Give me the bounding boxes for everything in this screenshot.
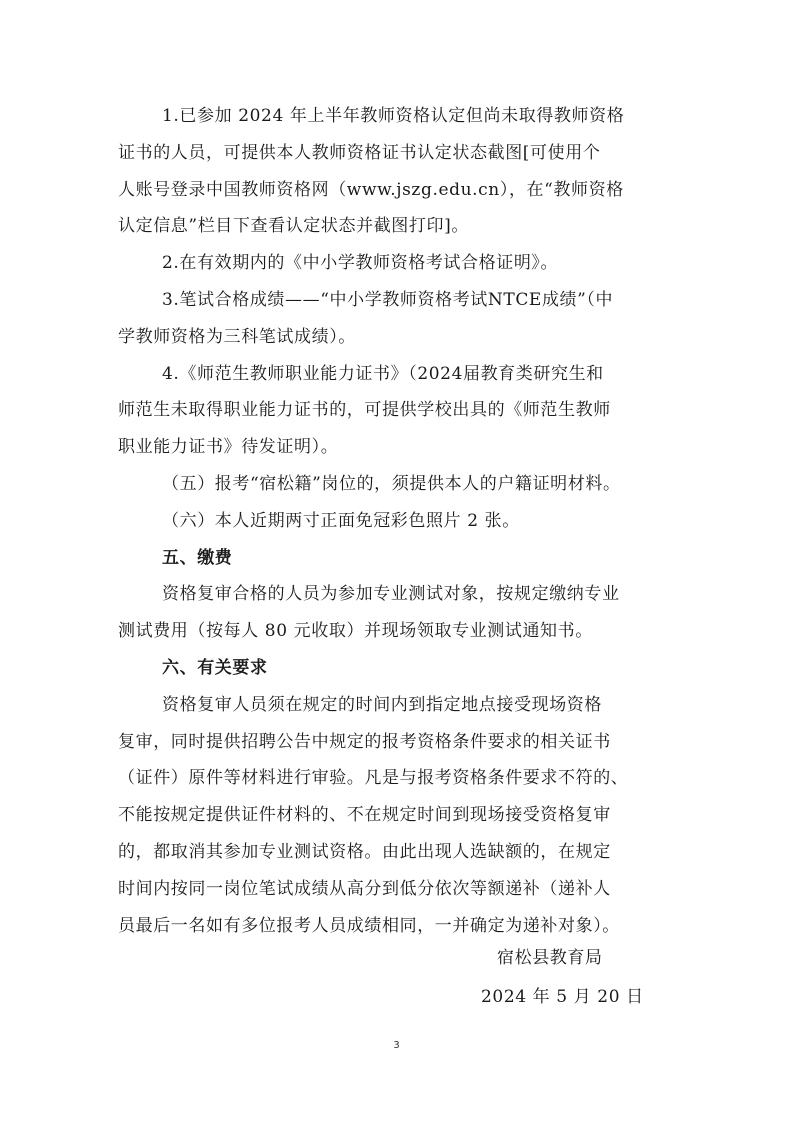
text-line: （六）本人近期两寸正面免冠彩色照片 2 张。 [162, 510, 520, 531]
section-requirements-body [118, 687, 678, 945]
text-line: 2.在有效期内的《中小学教师资格考试合格证明》。 [162, 253, 559, 274]
text-line: 师范生未取得职业能力证书的，可提供学校出具的《师范生教师 [118, 400, 611, 421]
text-line: 测试费用（按每人 80 元收取）并现场领取专业测试通知书。 [118, 621, 593, 642]
text-line: 证书的人员，可提供本人教师资格证书认定状态截图[可使用个 [118, 142, 601, 163]
text-line: 4.《师范生教师职业能力证书》（2024届教育类研究生和 [162, 363, 604, 384]
text-line: （五）报考“宿松籍”岗位的，须提供本人的户籍证明材料。 [162, 473, 621, 494]
text-line: 1.已参加 2024 年上半年教师资格认定但尚未取得教师资格 [162, 106, 625, 126]
section-heading-requirements: 六、有关要求 [162, 657, 268, 678]
text-line: 3.笔试合格成绩——“中小学教师资格考试NTCE成绩”（中 [162, 289, 614, 310]
text-line: 时间内按同一岗位笔试成绩从高分到低分依次等额递补（递补人 [118, 878, 611, 899]
text-line: 人账号登录中国教师资格网（www.jszg.edu.cn），在“教师资格 [118, 179, 624, 200]
text-line: 资格复审合格的人员为参加专业测试对象，按规定缴纳专业 [162, 584, 620, 605]
text-line: 复审，同时提供招聘公告中规定的报考资格条件要求的相关证书 [118, 731, 611, 752]
requirement-item-3 [118, 282, 678, 356]
requirement-item-1 [118, 98, 678, 245]
text-line: 学教师资格为三科笔试成绩）。 [118, 326, 356, 347]
text-line: 职业能力证书》待发证明）。 [118, 437, 339, 458]
text-line: 员最后一名如有多位报考人员成绩相同，一并确定为递补对象）。 [118, 915, 620, 936]
requirement-item-5 [118, 466, 678, 503]
page-number: 3 [393, 1040, 400, 1051]
text-line: （证件）原件等材料进行审验。凡是与报考资格条件要求不符的、 [118, 768, 629, 789]
requirement-item-2 [118, 245, 678, 282]
requirement-item-4 [118, 356, 678, 466]
text-line: 不能按规定提供证件材料的、不在规定时间到现场接受资格复审 [118, 805, 611, 826]
section-fees-body [118, 576, 678, 650]
requirement-item-6 [118, 503, 678, 540]
text-line: 资格复审人员须在规定的时间内到指定地点接受现场资格 [162, 694, 602, 715]
section-heading-fees: 五、缴费 [162, 547, 233, 568]
signature-date: 2024 年 5 月 20 日 [481, 987, 644, 1007]
signature-organization: 宿松县教育局 [497, 948, 603, 968]
text-line: 认定信息”栏目下查看认定状态并截图打印]。 [118, 216, 469, 237]
text-line: 的，都取消其参加专业测试资格。由此出现人选缺额的，在规定 [118, 841, 611, 862]
document-body [118, 98, 678, 944]
